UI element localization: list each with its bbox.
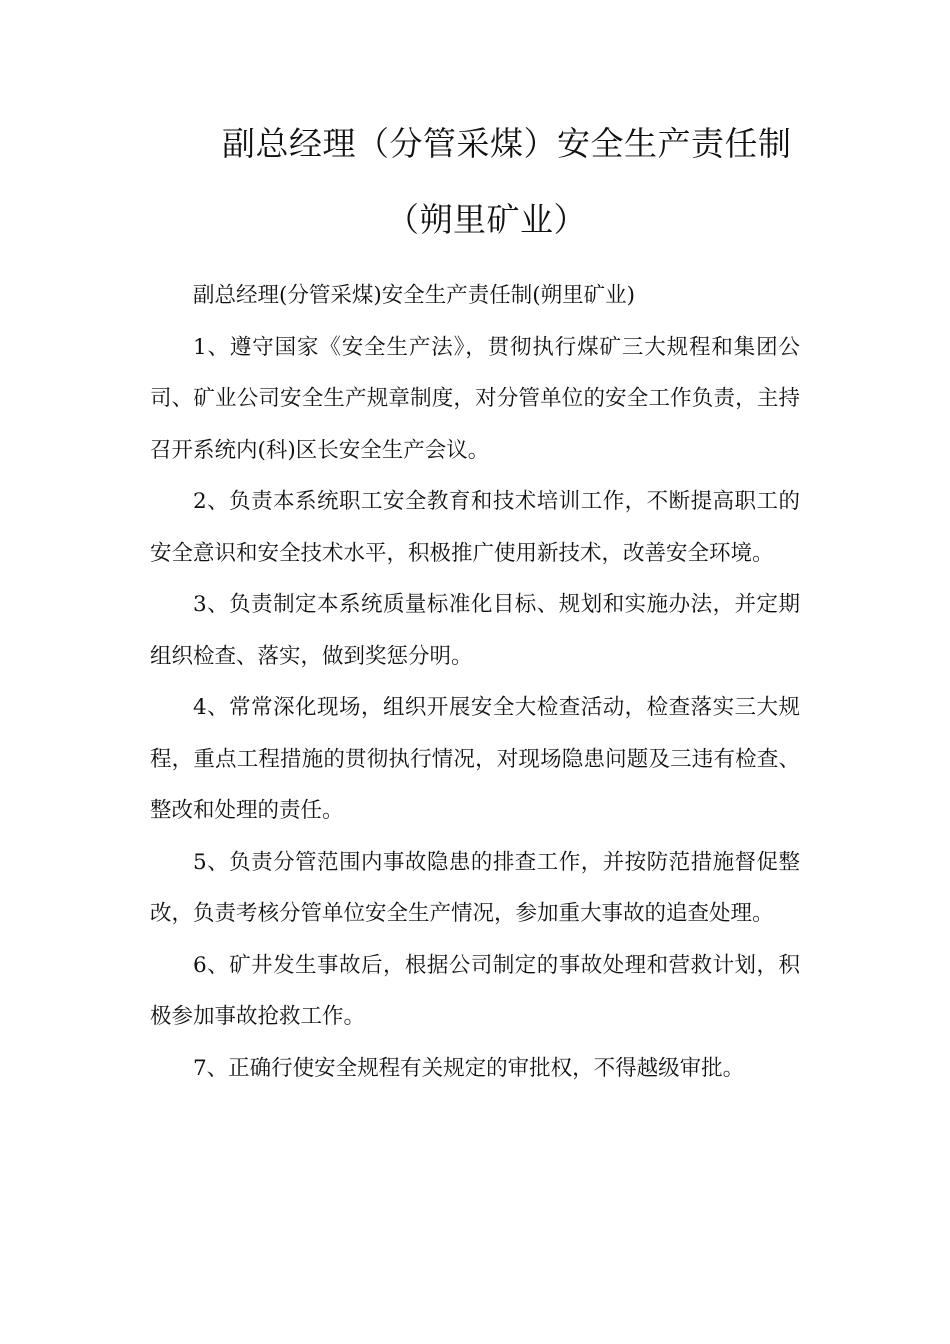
document-subtitle: 副总经理(分管采煤)安全生产责任制(朔里矿业) — [193, 283, 636, 308]
paragraph-1: 1、遵守国家《安全生产法》，贯彻执行煤矿三大规程和集团公司、矿业公司安全生产规章制度，对分管单位的安全工作负责，主持召开系统内(科)区长安全生产会议。 — [150, 334, 800, 463]
paragraph-6: 6、矿井发生事故后，根据公司制定的事故处理和营救计划，积极参加事故抢救工作。 — [150, 952, 800, 1029]
paragraph-4: 4、常常深化现场，组织开展安全大检查活动，检查落实三大规程，重点工程措施的贯彻执行情况，对现场隐患问题及三违有检查、整改和处理的责任。 — [150, 695, 800, 823]
document-body — [150, 270, 800, 1094]
paragraph-2: 2、负责本系统职工安全教育和技术培训工作，不断提高职工的安全意识和安全技术水平，积极推广使用新技术，改善安全环境。 — [150, 489, 800, 566]
paragraph-7: 7、正确行使安全规程有关规定的审批权，不得越级审批。 — [193, 1055, 745, 1081]
document-title-company: （朔里矿业） — [386, 200, 587, 239]
paragraph-5: 5、负责分管范围内事故隐患的排查工作，并按防范措施督促整改，负责考核分管单位安全生产情况，参加重大事故的追查处理。 — [150, 849, 800, 926]
paragraph-3: 3、负责制定本系统质量标准化目标、规划和实施办法，并定期组织检查、落实，做到奖惩分明。 — [150, 592, 800, 669]
document-title: 副总经理（分管采煤）安全生产责任制 — [222, 124, 792, 163]
